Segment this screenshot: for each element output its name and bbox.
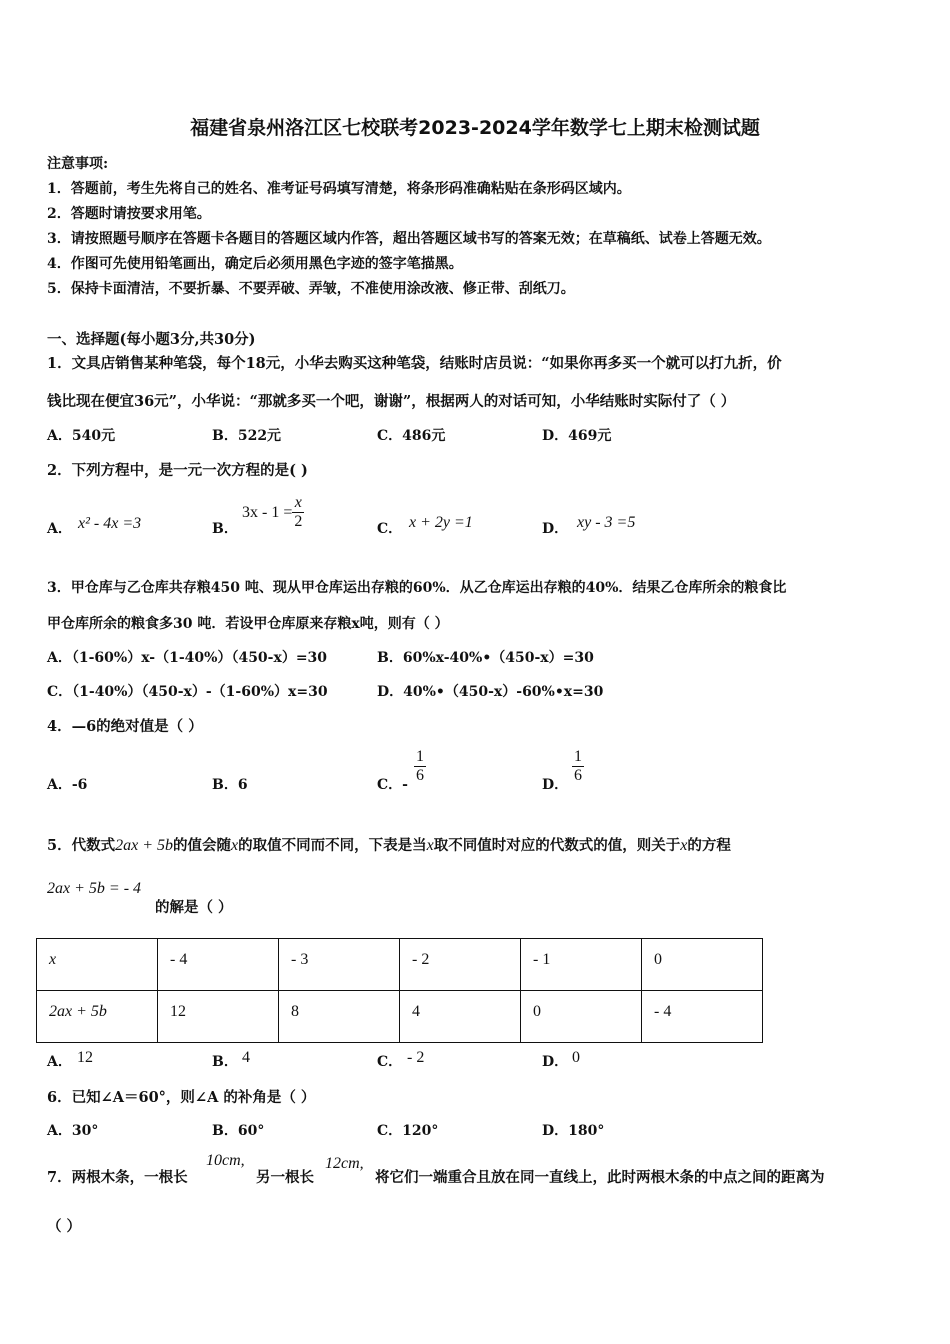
- q3-stem-line1: 3．甲仓库与乙仓库共存粮450 吨、现从甲仓库运出存粮的60%．从乙仓库运出存粮的40%．结果乙仓库所余的粮食比: [47, 580, 787, 596]
- q2-option-d-expr: xy - 3 =5: [577, 514, 636, 531]
- q5-text-1: 5．代数式: [47, 837, 116, 854]
- table-cell: - 4: [158, 939, 279, 991]
- q2-option-c-expr: x + 2y =1: [409, 514, 473, 531]
- notice-item-1: 1．答题前，考生先将自己的姓名、准考证号码填写清楚，将条形码准确粘贴在条形码区域内。: [47, 181, 631, 197]
- q6-stem: 6．已知∠A＝60°，则∠A 的补角是（ ）: [47, 1089, 316, 1106]
- q2-option-d-label: D．: [542, 521, 569, 537]
- notice-item-2: 2．答题时请按要求用笔。: [47, 206, 211, 222]
- q1-stem-line1: 1．文具店销售某种笔袋，每个18元，小华去购买这种笔袋，结账时店员说：“如果你再多买一个就可以打九折，价: [47, 355, 782, 372]
- q7-length-2: 12cm,: [325, 1155, 364, 1172]
- q4-stem: 4．—6的绝对值是（ ）: [47, 718, 203, 735]
- q4-option-d: D．: [542, 777, 569, 793]
- q6-option-b: B．60°: [212, 1123, 265, 1139]
- q5-option-b-label: B．: [212, 1054, 238, 1070]
- page-title: 福建省泉州洛江区七校联考2023-2024学年数学七上期末检测试题: [190, 117, 760, 139]
- q2-option-b-label: B．: [212, 521, 238, 537]
- table-cell: 0: [521, 991, 642, 1043]
- q6-option-c: C．120°: [377, 1123, 439, 1139]
- q2-option-c-label: C．: [377, 521, 403, 537]
- table-cell: 8: [279, 991, 400, 1043]
- q5-option-a-value: 12: [77, 1049, 93, 1066]
- q2-option-a-expr: x² - 4x =3: [78, 515, 142, 532]
- q1-option-b: B．522元: [212, 428, 282, 444]
- q3-option-d: D．40%•（450-x）-60%•x=30: [377, 684, 604, 700]
- q1-stem-line2: 钱比现在便宜36元”，小华说：“那就多买一个吧，谢谢”，根据两人的对话可知，小华结账时实际付了（ ）: [47, 393, 736, 410]
- table-cell: - 4: [642, 991, 763, 1043]
- q3-option-a: A．（1-60%）x-（1-40%）（450-x）=30: [47, 650, 328, 666]
- q4-option-c-numerator: 1: [416, 748, 424, 765]
- q5-option-a-label: A．: [47, 1054, 72, 1070]
- q6-option-d: D．180°: [542, 1123, 605, 1139]
- q5-text-3: 的取值不同而不同，下表是当: [238, 837, 427, 854]
- notice-heading: 注意事项:: [47, 156, 109, 172]
- table-cell: - 2: [400, 939, 521, 991]
- q5-expression: 2ax + 5b: [115, 837, 173, 854]
- table-row: [37, 939, 763, 991]
- table-row: [37, 991, 763, 1043]
- q5-value-table: [36, 938, 763, 1043]
- table-cell: - 3: [279, 939, 400, 991]
- table-cell: 12: [158, 991, 279, 1043]
- q7-text-1: 7．两根木条，一根长: [47, 1169, 188, 1186]
- q5-option-d-label: D．: [542, 1054, 569, 1070]
- q4-option-d-numerator: 1: [574, 748, 582, 765]
- q4-option-a: A．-6: [47, 777, 88, 793]
- q7-stem-line2: （ ）: [47, 1218, 82, 1235]
- notice-item-3: 3．请按照题号顺序在答题卡各题目的答题区域内作答，超出答题区域书写的答案无效；在草稿纸、试卷上答题无效。: [47, 231, 771, 247]
- q5-option-d-value: 0: [572, 1049, 580, 1066]
- q5-stem-tail: 的解是（ ）: [155, 899, 233, 916]
- q5-text-2: 的值会随: [173, 837, 231, 854]
- q2-option-b-fraction: [292, 494, 304, 531]
- section-heading: 一、选择题(每小题3分,共30分): [47, 331, 256, 348]
- q5-text-4: 取不同值时对应的代数式的值，则关于: [433, 837, 681, 854]
- q3-stem-line2: 甲仓库所余的粮食多30 吨．若设甲仓库原来存粮x吨，则有（ ）: [47, 616, 449, 632]
- q4-option-d-denominator: 6: [574, 767, 582, 784]
- q7-length-1: 10cm,: [206, 1152, 245, 1169]
- q5-variable-x-1: x: [231, 837, 239, 854]
- table-cell: 0: [642, 939, 763, 991]
- q5-option-c-label: C．: [377, 1054, 403, 1070]
- q5-variable-x-3: x: [680, 837, 688, 854]
- q4-option-b: B．6: [212, 777, 248, 793]
- q1-option-a: A．540元: [47, 428, 116, 444]
- q3-option-c: C．（1-40%）（450-x）-（1-60%）x=30: [47, 684, 328, 700]
- q5-equation: 2ax + 5b = - 4: [47, 880, 142, 897]
- notice-item-4: 4．作图可先使用铅笔画出，确定后必须用黑色字迹的签字笔描黑。: [47, 256, 463, 272]
- notice-item-5: 5．保持卡面清洁，不要折暴、不要弄破、弄皱，不准使用涂改液、修正带、刮纸刀。: [47, 281, 575, 297]
- q1-option-d: D．469元: [542, 428, 612, 444]
- q2-option-b-expr: [242, 494, 304, 531]
- table-cell: 4: [400, 991, 521, 1043]
- q7-text-2: 另一根长: [256, 1169, 314, 1186]
- q3-option-b: B．60%x-40%•（450-x）=30: [377, 650, 594, 666]
- q1-option-c: C．486元: [377, 428, 446, 444]
- q5-variable-x-2: x: [426, 837, 434, 854]
- q5-option-c-value: - 2: [407, 1049, 425, 1066]
- table-cell: 2ax + 5b: [37, 991, 158, 1043]
- table-cell: - 1: [521, 939, 642, 991]
- q5-stem: [47, 834, 731, 855]
- q4-option-c-denominator: 6: [416, 767, 424, 784]
- q2-option-b-numerator: x: [292, 494, 304, 513]
- q4-option-c-fraction: [414, 748, 426, 785]
- q7-text-3: 将它们一端重合且放在同一直线上，此时两根木条的中点之间的距离为: [375, 1169, 825, 1186]
- q5-text-5: 的方程: [687, 837, 731, 854]
- table-cell: x: [37, 939, 158, 991]
- q2-option-b-left: 3x - 1 =: [242, 504, 293, 521]
- q2-option-b-denominator: 2: [294, 513, 303, 530]
- q4-option-d-fraction: [572, 748, 584, 785]
- q2-stem: 2．下列方程中，是一元一次方程的是( ): [47, 462, 308, 479]
- q6-option-a: A．30°: [47, 1123, 99, 1139]
- q2-option-a-label: A．: [47, 521, 72, 537]
- q4-option-c: C．-: [377, 777, 408, 793]
- q5-option-b-value: 4: [242, 1049, 250, 1066]
